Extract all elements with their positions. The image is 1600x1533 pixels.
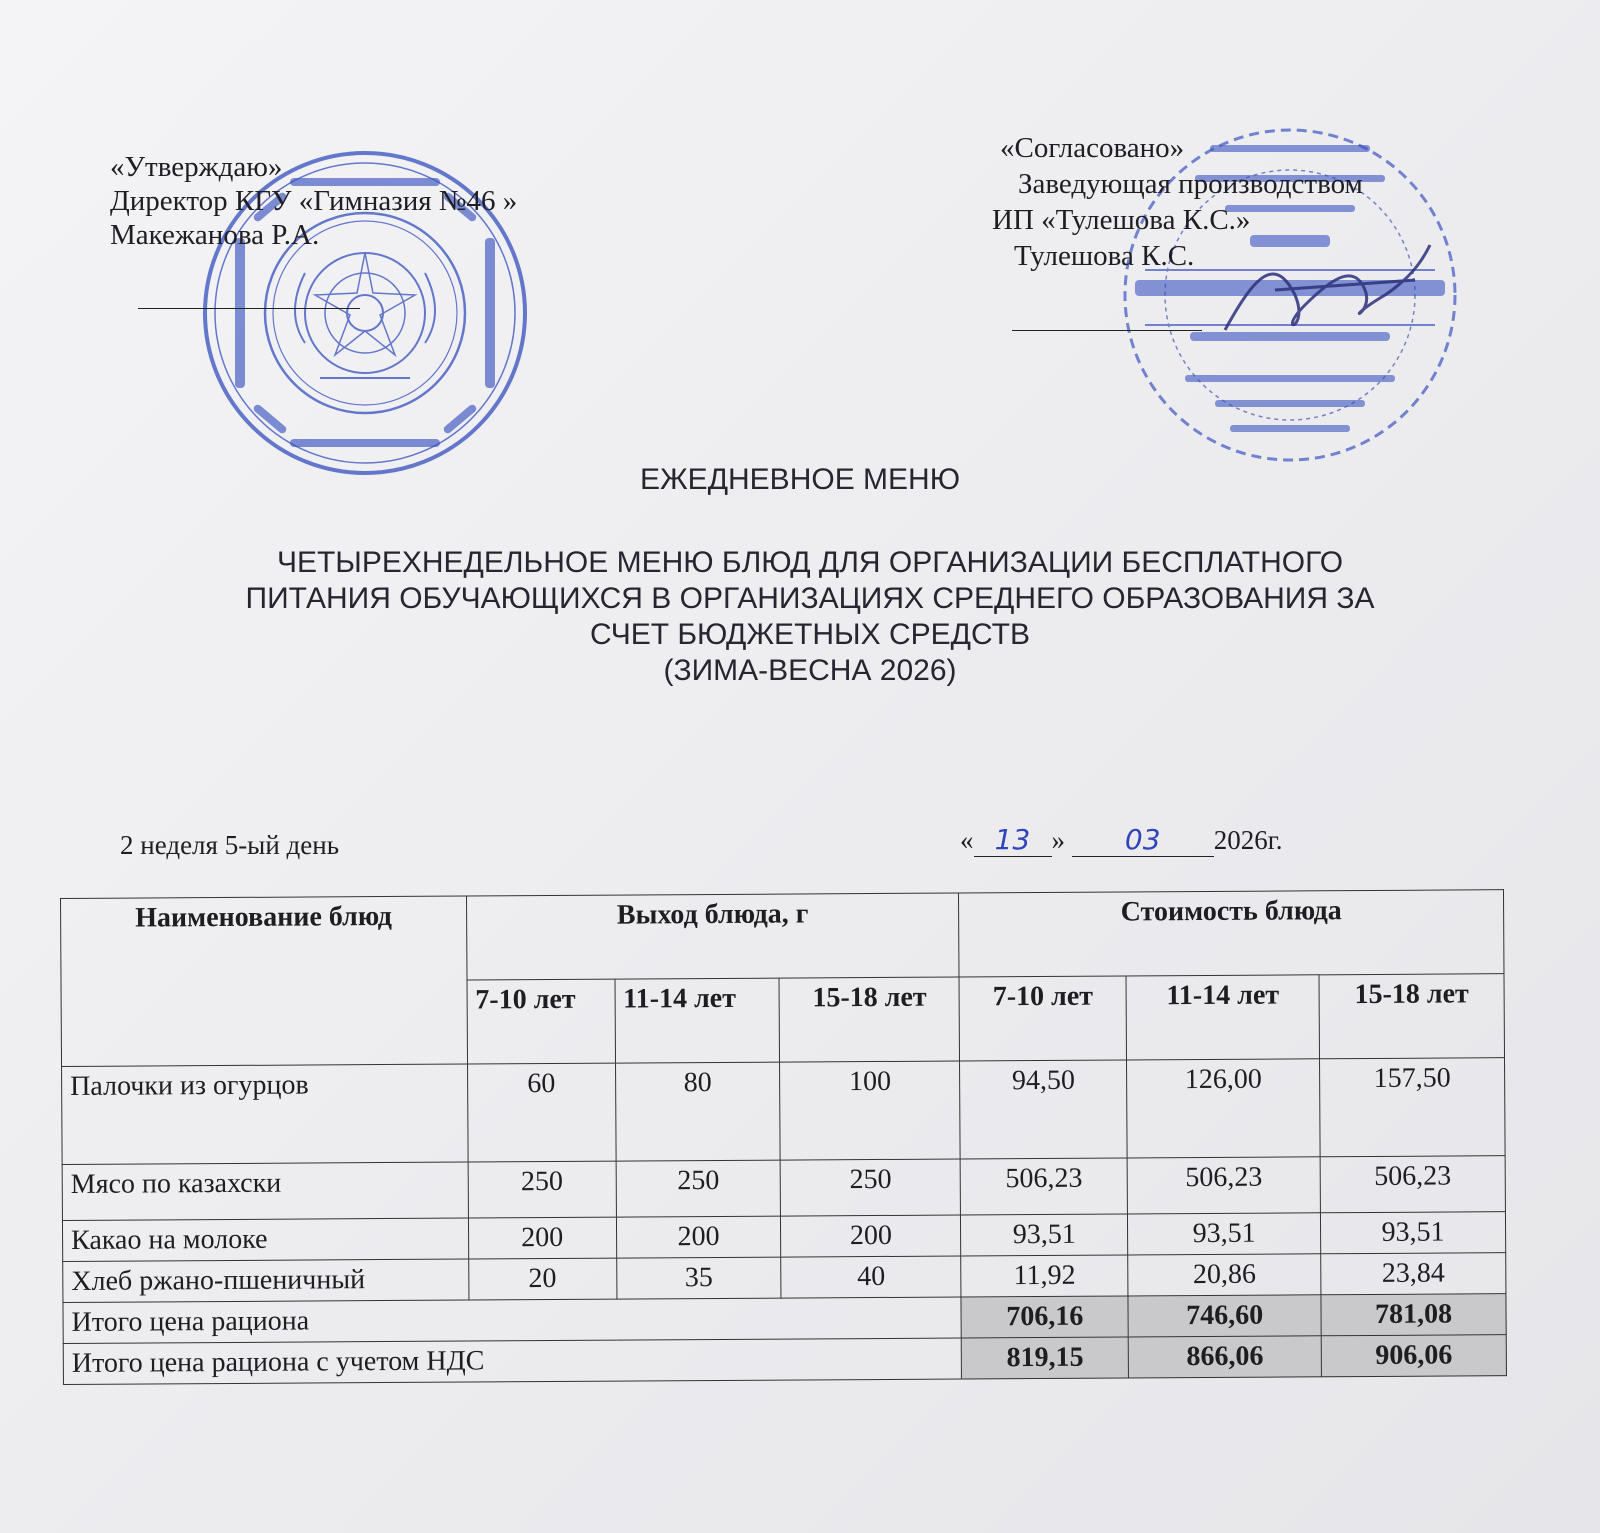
cost-cell: 93,51 bbox=[1321, 1212, 1506, 1254]
yield-cell: 80 bbox=[615, 1062, 780, 1161]
yield-cell: 200 bbox=[468, 1217, 616, 1259]
date-line bbox=[960, 823, 1283, 857]
date-day: 13 bbox=[974, 823, 1052, 857]
date-month: 03 bbox=[1072, 823, 1214, 857]
cost-age-column: 7-10 лет bbox=[959, 976, 1126, 1061]
cost-cell: 506,23 bbox=[1320, 1156, 1505, 1213]
subtitle-line: СЧЕТ БЮДЖЕТНЫХ СРЕДСТВ bbox=[590, 618, 1030, 651]
cost-cell: 157,50 bbox=[1320, 1058, 1506, 1157]
cost-cell: 506,23 bbox=[1127, 1157, 1320, 1214]
total-vat-cost: 819,15 bbox=[962, 1337, 1129, 1379]
date-close-quote: » bbox=[1051, 825, 1065, 855]
table-row bbox=[62, 1058, 1506, 1165]
week-day-label: 2 неделя 5-ый день bbox=[120, 830, 340, 860]
yield-cell: 100 bbox=[780, 1061, 960, 1160]
cost-age-column: 11-14 лет bbox=[1126, 975, 1319, 1060]
cost-age-column: 15-18 лет bbox=[1319, 974, 1504, 1059]
cost-cell: 93,51 bbox=[1128, 1213, 1321, 1255]
agree-signature-line bbox=[1012, 330, 1202, 331]
agree-person: Тулешова К.С. bbox=[1014, 240, 1195, 272]
yield-cell: 20 bbox=[468, 1258, 616, 1300]
cost-cell: 94,50 bbox=[960, 1060, 1128, 1159]
yield-cell: 200 bbox=[616, 1216, 781, 1258]
subtitle-line: ЧЕТЫРЕХНЕДЕЛЬНОЕ МЕНЮ БЛЮД ДЛЯ ОРГАНИЗАЦИИ БЕСПЛАТНОГО bbox=[276, 546, 1344, 579]
yield-cell: 200 bbox=[781, 1215, 961, 1257]
header-cost: Стоимость блюда bbox=[959, 890, 1504, 977]
subtitle-line: ПИТАНИЯ ОБУЧАЮЩИХСЯ В ОРГАНИЗАЦИЯХ СРЕДНЕГО ОБРАЗОВАНИЯ ЗА bbox=[245, 582, 1375, 615]
dish-name: Палочки из огурцов bbox=[62, 1064, 468, 1164]
approve-person: Макежанова Р.А. bbox=[110, 219, 320, 251]
date-year: 2026г. bbox=[1213, 825, 1283, 855]
yield-cell: 60 bbox=[467, 1063, 615, 1162]
approve-label: «Утверждаю» bbox=[110, 151, 283, 183]
dish-name: Хлеб ржано-пшеничный bbox=[63, 1259, 469, 1302]
agree-label: «Согласовано» bbox=[1000, 132, 1185, 164]
subtitle-line: (ЗИМА-ВЕСНА 2026) bbox=[663, 654, 957, 687]
total-cost: 746,60 bbox=[1128, 1295, 1321, 1337]
dish-name: Мясо по казахски bbox=[62, 1162, 468, 1220]
page-title: ЕЖЕДНЕВНОЕ МЕНЮ bbox=[639, 463, 961, 496]
yield-cell: 250 bbox=[468, 1161, 616, 1218]
total-cost: 781,08 bbox=[1321, 1294, 1506, 1336]
agree-company: ИП «Тулешова К.С.» bbox=[992, 204, 1251, 236]
agree-position: Заведующая производством bbox=[1018, 168, 1363, 200]
total-vat-label: Итого цена рациона с учетом НДС bbox=[63, 1338, 962, 1384]
menu-table bbox=[60, 889, 1507, 1385]
agreement-block bbox=[992, 130, 1363, 274]
total-cost: 706,16 bbox=[961, 1296, 1128, 1338]
header-dish-name: Наименование блюд bbox=[61, 896, 468, 1066]
date-open-quote: « bbox=[960, 825, 974, 855]
yield-cell: 35 bbox=[616, 1257, 781, 1299]
cost-cell: 93,51 bbox=[961, 1214, 1128, 1256]
total-vat-row bbox=[63, 1335, 1506, 1385]
approve-position: Директор КГУ «Гимназия №46 » bbox=[110, 185, 518, 217]
table-row bbox=[62, 1156, 1505, 1221]
cost-cell: 11,92 bbox=[961, 1255, 1128, 1297]
approval-block bbox=[110, 150, 517, 252]
cost-cell: 20,86 bbox=[1128, 1254, 1321, 1296]
approve-signature-line bbox=[138, 308, 360, 309]
cost-cell: 126,00 bbox=[1127, 1059, 1320, 1158]
yield-cell: 250 bbox=[616, 1160, 781, 1217]
cost-cell: 23,84 bbox=[1321, 1253, 1506, 1295]
header-yield: Выход блюда, г bbox=[466, 893, 959, 980]
yield-age-column: 11-14 лет bbox=[615, 978, 780, 1063]
total-vat-cost: 906,06 bbox=[1321, 1335, 1506, 1377]
yield-age-column: 15-18 лет bbox=[779, 977, 959, 1062]
cost-cell: 506,23 bbox=[960, 1158, 1127, 1215]
yield-cell: 40 bbox=[781, 1256, 961, 1298]
total-vat-cost: 866,06 bbox=[1128, 1336, 1321, 1378]
yield-cell: 250 bbox=[781, 1159, 961, 1216]
total-label: Итого цена рациона bbox=[63, 1297, 962, 1343]
dish-name: Какао на молоке bbox=[62, 1218, 468, 1261]
menu-subtitle bbox=[100, 545, 1520, 689]
yield-age-column: 7-10 лет bbox=[467, 979, 615, 1064]
